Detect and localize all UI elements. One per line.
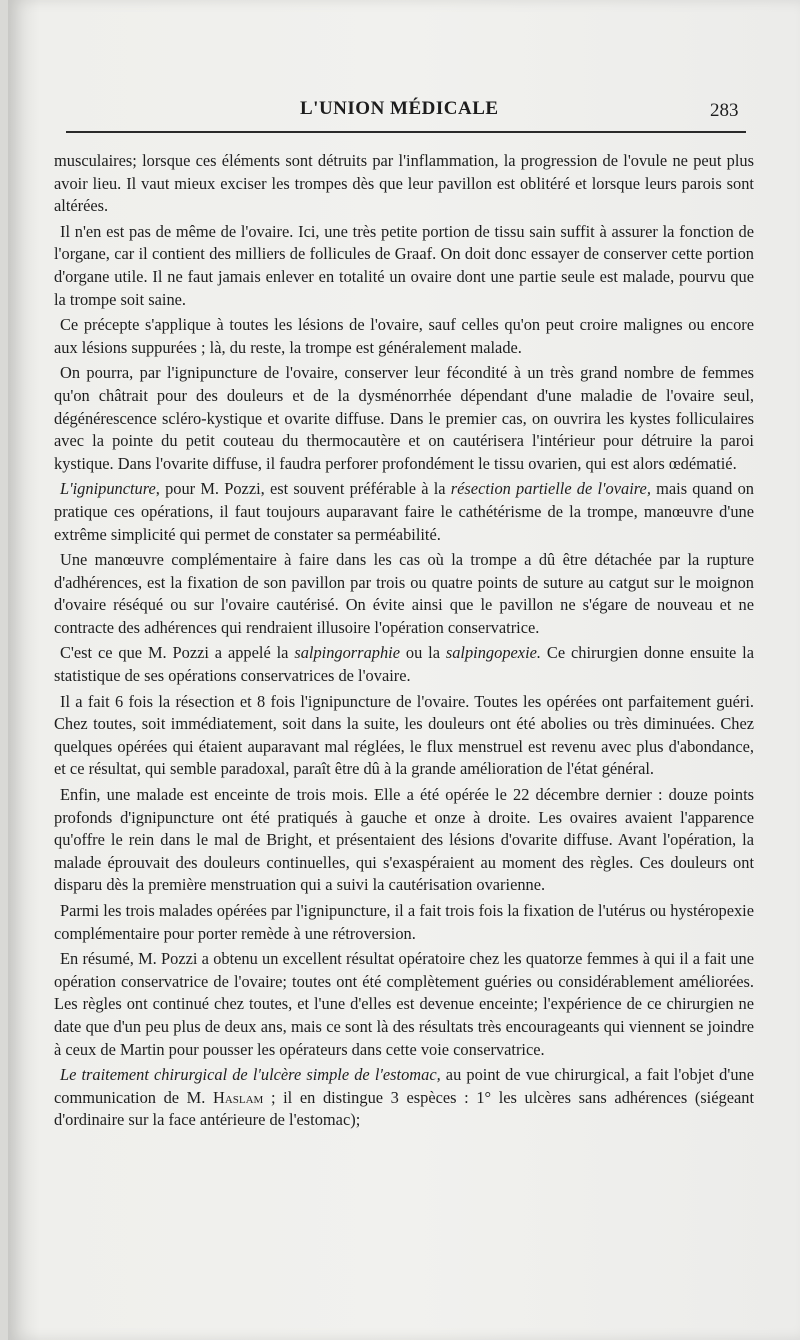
text-run: Une manœuvre complémentaire à faire dans les cas où la trompe a dû être détachée par la rupture d'adhérences, est la fixation de son pavillon par trois ou quatre points de suture au catgut sur le moignon d'ovaire réséqué ou sur l'ovaire cautérisé. On évite ainsi que le pavillon ne s'égare de nouveau et ne contracte des adhérences qui rendraient illusoire l'opération conservatrice.	[54, 550, 754, 637]
body-text	[54, 150, 754, 1135]
text-run: Enfin, une malade est enceinte de trois mois. Elle a été opérée le 22 décembre dernier : douze points profonds d'ignipuncture ont été pratiqués à gauche et onze à droite. Les ovaires avaient l'apparence qu'offre le rein dans le mal de Bright, et présentaient des lésions d'ovarite diffuse. Avant l'opération, la malade éprouvait des douleurs continuelles, qui s'exaspéraient au moment des règles. Ces douleurs ont disparu dès la première menstruation qui a suivi la cautérisation ovarienne.	[54, 785, 754, 895]
paragraph	[54, 1064, 754, 1132]
italic-run: salpingopexie.	[445, 643, 541, 663]
page-number: 283	[710, 100, 739, 121]
paragraph	[54, 691, 754, 781]
text-run: au point de vue chirurgical, a fait l'objet d'une communication de M.	[54, 1065, 754, 1107]
text-run: Ce précepte s'applique à toutes les lésions de l'ovaire, sauf celles qu'on peut croire malignes ou encore aux lésions suppurées ; là, du reste, la trompe est généralement malade.	[54, 315, 754, 357]
text-run: mais quand on pratique ces opérations, il faut toujours auparavant faire le cathétérisme de la trompe, manœuvre d'une extrême simplicité qui permet de constater sa perméabilité.	[54, 479, 754, 544]
text-run: Il a fait 6 fois la résection et 8 fois l'ignipuncture de l'ovaire. Toutes les opérées ont parfaitement guéri. Chez toutes, soit immédiatement, soit dans la suite, les douleurs ont été abolies ou très diminuées. Chez quelques opérées qui étaient auparavant mal réglées, le flux menstruel est revenu avec plus d'abondance, et ce résultat, qui semble paradoxal, paraît être dû à la grande amélioration de l'état général.	[54, 691, 754, 779]
paragraph	[54, 478, 754, 546]
text-run: , pour M. Pozzi, est souvent préférable à la	[155, 479, 451, 499]
italic-run: L'ignipuncture	[60, 479, 156, 499]
text-run: ; il en distingue 3 espèces : 1° les ulcères sans adhérences (siégeant d'ordinaire sur la face antérieure de l'estomac);	[54, 1087, 754, 1130]
paragraph	[54, 900, 754, 945]
italic-run: salpingorraphie	[294, 643, 400, 663]
italic-run: résection partielle de l'ovaire,	[450, 479, 651, 499]
paragraph	[54, 221, 754, 311]
page-header	[8, 92, 800, 128]
text-run: Ce chirurgien donne ensuite la statistique de ses opérations conservatrices de l'ovaire.	[54, 643, 754, 686]
page-sheet	[8, 0, 800, 1340]
paragraph	[54, 150, 754, 218]
text-run: Il n'en est pas de même de l'ovaire. Ici, une très petite portion de tissu sain suffit à assurer la fonction de l'organe, car il contient des milliers de follicules de Graaf. On doit donc essayer de conserver cette portion d'organe utile. Il ne faut jamais enlever en totalité un ovaire dont une partie seule est malade, pourvu que la trompe soit saine.	[54, 221, 754, 309]
paragraph	[54, 549, 754, 639]
paragraph	[54, 784, 754, 897]
running-title: L'UNION MÉDICALE	[300, 98, 499, 119]
italic-run: Le traitement chirurgical de l'ulcère simple de l'estomac,	[60, 1065, 441, 1085]
text-run: C'est ce que M. Pozzi a appelé la	[60, 643, 295, 663]
text-run: ou la	[399, 643, 446, 663]
small-caps-run: Haslam	[212, 1087, 264, 1107]
paragraph	[54, 642, 754, 687]
text-run: Parmi les trois malades opérées par l'ignipuncture, il a fait trois fois la fixation de l'utérus ou hystéropexie complémentaire pour porter remède à une rétroversion.	[54, 901, 754, 943]
text-run: musculaires; lorsque ces éléments sont détruits par l'inflammation, la progression de l'ovule ne peut plus avoir lieu. Il vaut mieux exciser les trompes dès que leur pavillon est oblitéré et lorsque leurs parois sont altérées.	[54, 151, 754, 216]
text-run: En résumé, M. Pozzi a obtenu un excellent résultat opératoire chez les quatorze femmes à qui il a fait une opération conservatrice de l'ovaire; toutes ont été complètement guéries ou considérablement améliorées. Les règles ont continué chez toutes, et l'une d'elles est devenue enceinte; l'expérience de ce chirurgien ne date que d'un peu plus de deux ans, mais ce sont là des résultats très encourageants qui viennent se joindre à ceux de Martin pour pousser les opérateurs dans cette voie conservatrice.	[54, 949, 754, 1059]
paragraph	[54, 948, 754, 1061]
text-run: On pourra, par l'ignipuncture de l'ovaire, conserver leur fécondité à un très grand nombre de femmes qu'on châtrait pour des douleurs et de la dysménorrhée dépendant d'une maladie de l'ovaire seul, dégénérescence scléro-kystique et ovarite diffuse. Dans le premier cas, on ouvrira les kystes folliculaires avec la pointe du petit couteau du thermocautère et on cautérisera l'intérieur pour détruire la paroi kystique. Dans l'ovarite diffuse, il faudra perforer profondément le tissu ovarien, qui est alors œdématié.	[54, 363, 754, 473]
header-rule	[66, 131, 746, 133]
paragraph	[54, 362, 754, 475]
paragraph	[54, 314, 754, 359]
